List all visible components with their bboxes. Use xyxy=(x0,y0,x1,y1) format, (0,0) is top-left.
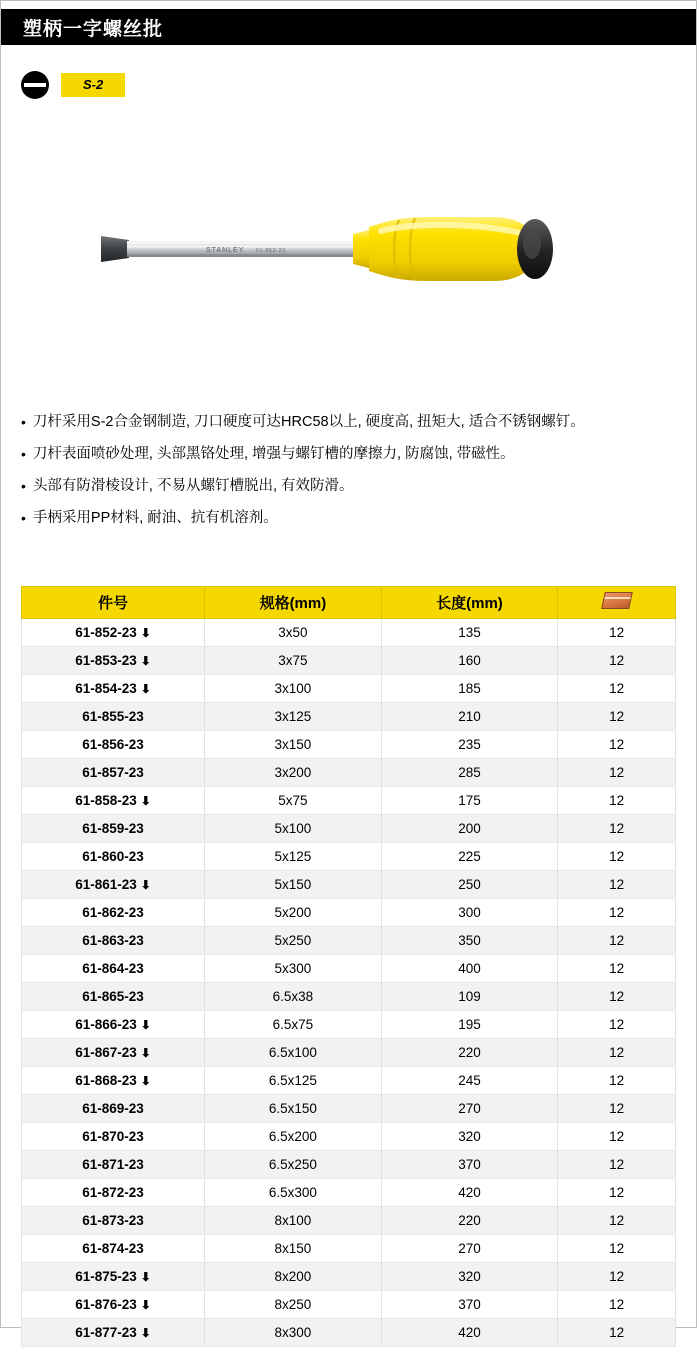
cell-spec: 8x250 xyxy=(205,1291,382,1319)
cell-spec: 6.5x150 xyxy=(205,1095,382,1123)
cell-part-number: 61-858-23 ⬇ xyxy=(22,787,205,815)
cell-part-number: 61-866-23 ⬇ xyxy=(22,1011,205,1039)
table-row xyxy=(22,647,676,675)
cell-part-number: 61-854-23 ⬇ xyxy=(22,675,205,703)
feature-item xyxy=(21,409,681,435)
table-row xyxy=(22,731,676,759)
cell-spec: 6.5x38 xyxy=(205,983,382,1011)
down-arrow-icon: ⬇ xyxy=(140,682,151,696)
cell-packaging-qty: 12 xyxy=(558,955,676,983)
table-row xyxy=(22,871,676,899)
cell-packaging-qty: 12 xyxy=(558,1151,676,1179)
cell-part-number: 61-872-23 xyxy=(22,1179,205,1207)
table-row xyxy=(22,1263,676,1291)
svg-text:61-852-23: 61-852-23 xyxy=(256,248,286,254)
cell-part-number: 61-877-23 ⬇ xyxy=(22,1319,205,1347)
down-arrow-icon: ⬇ xyxy=(140,1298,151,1312)
table-row xyxy=(22,955,676,983)
cell-packaging-qty: 12 xyxy=(558,1039,676,1067)
table-row xyxy=(22,759,676,787)
cell-packaging-qty: 12 xyxy=(558,1095,676,1123)
cell-length: 185 xyxy=(381,675,558,703)
cell-length: 175 xyxy=(381,787,558,815)
cell-spec: 6.5x250 xyxy=(205,1151,382,1179)
cell-length: 220 xyxy=(381,1039,558,1067)
down-arrow-icon: ⬇ xyxy=(140,1046,151,1060)
cell-packaging-qty: 12 xyxy=(558,815,676,843)
cell-part-number: 61-865-23 xyxy=(22,983,205,1011)
cell-spec: 5x200 xyxy=(205,899,382,927)
cell-packaging-qty: 12 xyxy=(558,647,676,675)
cell-part-number: 61-856-23 xyxy=(22,731,205,759)
down-arrow-icon: ⬇ xyxy=(140,1074,151,1088)
cell-spec: 3x50 xyxy=(205,619,382,647)
cell-part-number: 61-871-23 xyxy=(22,1151,205,1179)
table-row xyxy=(22,1319,676,1347)
table-row xyxy=(22,1291,676,1319)
cell-length: 195 xyxy=(381,1011,558,1039)
cell-part-number: 61-875-23 ⬇ xyxy=(22,1263,205,1291)
cell-length: 420 xyxy=(381,1319,558,1347)
table-row xyxy=(22,983,676,1011)
cell-part-number: 61-867-23 ⬇ xyxy=(22,1039,205,1067)
screwdriver-illustration xyxy=(1,121,698,391)
cell-spec: 5x150 xyxy=(205,871,382,899)
material-badge: S-2 xyxy=(61,73,125,97)
cell-part-number: 61-876-23 ⬇ xyxy=(22,1291,205,1319)
flathead-screwdriver-tip-icon xyxy=(21,71,49,99)
cell-packaging-qty: 12 xyxy=(558,1263,676,1291)
cell-packaging-qty: 12 xyxy=(558,899,676,927)
table-row xyxy=(22,899,676,927)
feature-text: 刀杆采用S-2合金钢制造, 刀口硬度可达HRC58以上, 硬度高, 扭矩大, 适合不锈钢螺钉。 xyxy=(32,414,585,430)
table-row xyxy=(22,1039,676,1067)
cell-packaging-qty: 12 xyxy=(558,1207,676,1235)
product-image xyxy=(1,121,698,391)
cell-length: 210 xyxy=(381,703,558,731)
cell-length: 350 xyxy=(381,927,558,955)
cell-packaging-qty: 12 xyxy=(558,1179,676,1207)
bullet-icon: • xyxy=(21,478,26,494)
table-row xyxy=(22,1235,676,1263)
cell-packaging-qty: 12 xyxy=(558,927,676,955)
cell-spec: 6.5x125 xyxy=(205,1067,382,1095)
column-header-part-number: 件号 xyxy=(22,587,205,619)
cell-part-number: 61-870-23 xyxy=(22,1123,205,1151)
table-body xyxy=(22,619,676,1347)
carton-box-icon xyxy=(601,592,633,609)
table-header-row xyxy=(22,587,676,619)
table-row xyxy=(22,1011,676,1039)
cell-length: 245 xyxy=(381,1067,558,1095)
cell-spec: 8x100 xyxy=(205,1207,382,1235)
cell-part-number: 61-863-23 xyxy=(22,927,205,955)
cell-length: 370 xyxy=(381,1151,558,1179)
cell-spec: 8x300 xyxy=(205,1319,382,1347)
table-row xyxy=(22,1179,676,1207)
cell-packaging-qty: 12 xyxy=(558,619,676,647)
cell-spec: 5x125 xyxy=(205,843,382,871)
bullet-icon: • xyxy=(21,414,26,430)
cell-spec: 5x300 xyxy=(205,955,382,983)
table-row xyxy=(22,815,676,843)
cell-part-number: 61-860-23 xyxy=(22,843,205,871)
table-row xyxy=(22,1207,676,1235)
cell-length: 200 xyxy=(381,815,558,843)
cell-packaging-qty: 12 xyxy=(558,1319,676,1347)
cell-part-number: 61-874-23 xyxy=(22,1235,205,1263)
table-row xyxy=(22,1095,676,1123)
cell-length: 225 xyxy=(381,843,558,871)
cell-part-number: 61-861-23 ⬇ xyxy=(22,871,205,899)
cell-part-number: 61-853-23 ⬇ xyxy=(22,647,205,675)
cell-length: 270 xyxy=(381,1235,558,1263)
table-row xyxy=(22,843,676,871)
cell-length: 420 xyxy=(381,1179,558,1207)
cell-length: 370 xyxy=(381,1291,558,1319)
down-arrow-icon: ⬇ xyxy=(140,1326,151,1340)
feature-item xyxy=(21,473,681,499)
down-arrow-icon: ⬇ xyxy=(140,794,151,808)
table-row xyxy=(22,787,676,815)
cell-packaging-qty: 12 xyxy=(558,1011,676,1039)
bullet-icon: • xyxy=(21,510,26,526)
cell-packaging-qty: 12 xyxy=(558,787,676,815)
cell-length: 270 xyxy=(381,1095,558,1123)
cell-part-number: 61-855-23 xyxy=(22,703,205,731)
cell-part-number: 61-862-23 xyxy=(22,899,205,927)
cell-packaging-qty: 12 xyxy=(558,843,676,871)
column-header-spec: 规格(mm) xyxy=(205,587,382,619)
cell-packaging-qty: 12 xyxy=(558,1291,676,1319)
cell-part-number: 61-857-23 xyxy=(22,759,205,787)
feature-text: 手柄采用PP材料, 耐油、抗有机溶剂。 xyxy=(32,510,278,526)
cell-spec: 3x200 xyxy=(205,759,382,787)
cell-spec: 6.5x100 xyxy=(205,1039,382,1067)
cell-spec: 3x100 xyxy=(205,675,382,703)
down-arrow-icon: ⬇ xyxy=(140,1018,151,1032)
cell-part-number: 61-864-23 xyxy=(22,955,205,983)
feature-text: 头部有防滑棱设计, 不易从螺钉槽脱出, 有效防滑。 xyxy=(32,478,354,494)
cell-spec: 3x75 xyxy=(205,647,382,675)
page-title: 塑柄一字螺丝批 xyxy=(23,18,164,40)
cell-spec: 3x150 xyxy=(205,731,382,759)
down-arrow-icon: ⬇ xyxy=(140,626,151,640)
cell-part-number: 61-859-23 xyxy=(22,815,205,843)
cell-spec: 8x150 xyxy=(205,1235,382,1263)
cell-spec: 8x200 xyxy=(205,1263,382,1291)
cell-length: 109 xyxy=(381,983,558,1011)
table-row xyxy=(22,675,676,703)
cell-packaging-qty: 12 xyxy=(558,731,676,759)
cell-packaging-qty: 12 xyxy=(558,703,676,731)
badge-row xyxy=(21,71,125,99)
cell-part-number: 61-869-23 xyxy=(22,1095,205,1123)
cell-length: 300 xyxy=(381,899,558,927)
cell-spec: 6.5x300 xyxy=(205,1179,382,1207)
cell-length: 400 xyxy=(381,955,558,983)
cell-packaging-qty: 12 xyxy=(558,675,676,703)
cell-part-number: 61-868-23 ⬇ xyxy=(22,1067,205,1095)
column-header-length: 长度(mm) xyxy=(381,587,558,619)
cell-length: 285 xyxy=(381,759,558,787)
cell-length: 235 xyxy=(381,731,558,759)
cell-length: 160 xyxy=(381,647,558,675)
column-header-packaging xyxy=(558,587,676,619)
cell-length: 320 xyxy=(381,1263,558,1291)
bullet-icon: • xyxy=(21,446,26,462)
page-title-bar xyxy=(1,9,696,45)
svg-text:STANLEY: STANLEY xyxy=(206,247,245,254)
cell-packaging-qty: 12 xyxy=(558,759,676,787)
cell-packaging-qty: 12 xyxy=(558,1067,676,1095)
down-arrow-icon: ⬇ xyxy=(140,654,151,668)
feature-item xyxy=(21,505,681,531)
down-arrow-icon: ⬇ xyxy=(140,878,151,892)
table-row xyxy=(22,619,676,647)
cell-part-number: 61-852-23 ⬇ xyxy=(22,619,205,647)
cell-packaging-qty: 12 xyxy=(558,871,676,899)
cell-part-number: 61-873-23 xyxy=(22,1207,205,1235)
cell-spec: 6.5x75 xyxy=(205,1011,382,1039)
cell-packaging-qty: 12 xyxy=(558,983,676,1011)
cell-packaging-qty: 12 xyxy=(558,1235,676,1263)
cell-length: 135 xyxy=(381,619,558,647)
cell-length: 220 xyxy=(381,1207,558,1235)
table-row xyxy=(22,1151,676,1179)
cell-packaging-qty: 12 xyxy=(558,1123,676,1151)
cell-spec: 5x100 xyxy=(205,815,382,843)
cell-length: 320 xyxy=(381,1123,558,1151)
cell-spec: 5x75 xyxy=(205,787,382,815)
feature-list xyxy=(21,409,681,537)
table-row xyxy=(22,1067,676,1095)
feature-text: 刀杆表面喷砂处理, 头部黑铬处理, 增强与螺钉槽的摩擦力, 防腐蚀, 带磁性。 xyxy=(32,446,515,462)
cell-length: 250 xyxy=(381,871,558,899)
cell-spec: 3x125 xyxy=(205,703,382,731)
table-row xyxy=(22,927,676,955)
cell-spec: 6.5x200 xyxy=(205,1123,382,1151)
down-arrow-icon: ⬇ xyxy=(140,1270,151,1284)
cell-spec: 5x250 xyxy=(205,927,382,955)
feature-item xyxy=(21,441,681,467)
table-row xyxy=(22,703,676,731)
specification-table xyxy=(21,586,676,1347)
table-header xyxy=(22,587,676,619)
table-row xyxy=(22,1123,676,1151)
